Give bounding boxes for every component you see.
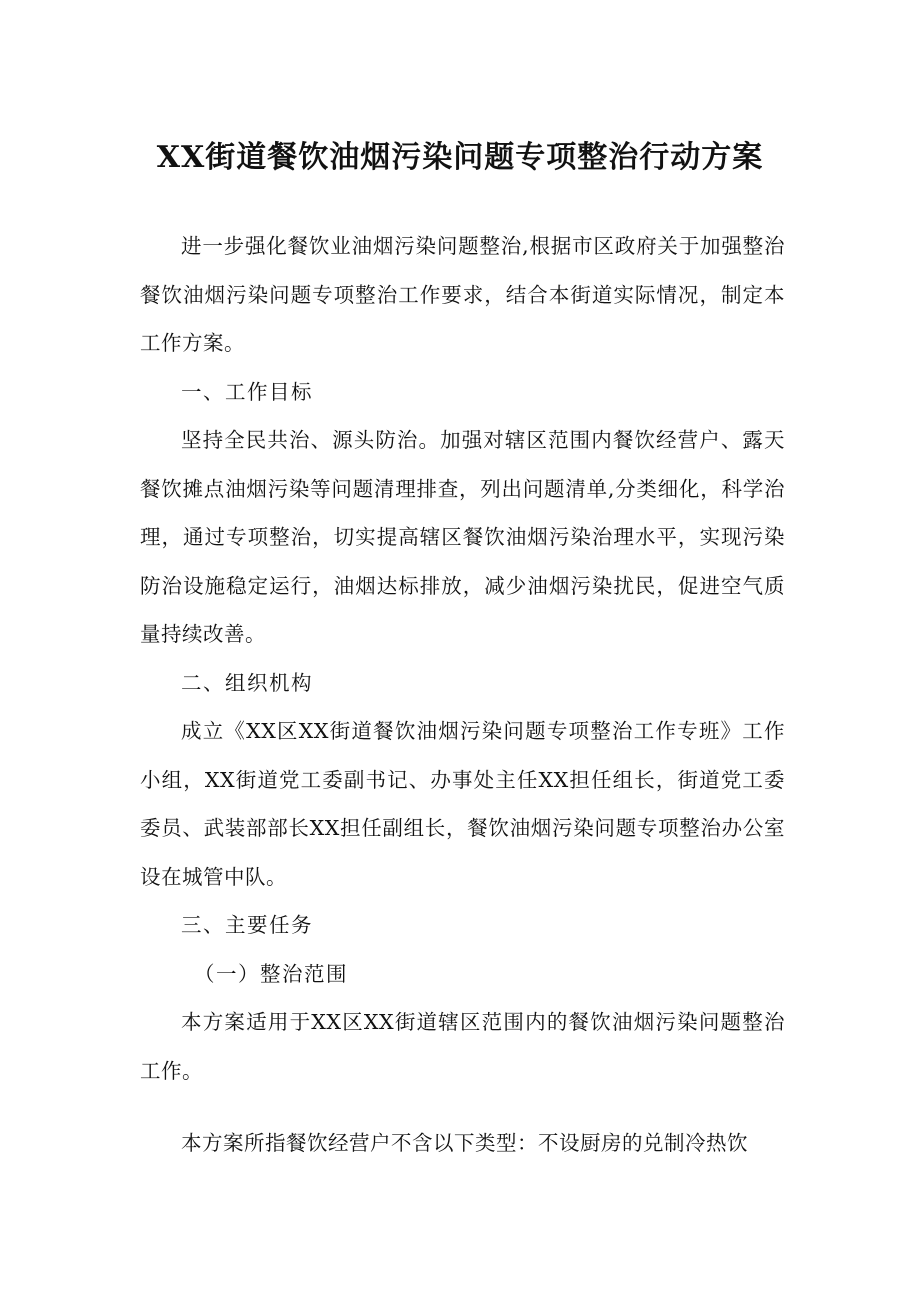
section-paragraph-exclusions: 本方案所指餐饮经营户不含以下类型：不设厨房的兑制冷热饮 <box>181 1131 748 1155</box>
document-body <box>140 222 785 1168</box>
section-paragraph-organization: 成立《XX区XX街道餐饮油烟污染问题专项整治工作专班》工作小组，XX街道党工委副书记、办事处主任XX担任组长，街道党工委委员、武装部部长XX担任副组长，餐饮油烟污染问题专项整治办公室设在城管中队。 <box>140 719 785 889</box>
document-title: XX街道餐饮油烟污染问题专项整治行动方案 <box>156 140 764 175</box>
section-heading-goals: 一、工作目标 <box>181 379 313 404</box>
section-heading-tasks: 三、主要任务 <box>181 913 313 937</box>
paragraph-gap <box>140 1095 785 1119</box>
intro-paragraph: 进一步强化餐饮业油烟污染问题整治,根据市区政府关于加强整治餐饮油烟污染问题专项整治工作要求，结合本街道实际情况，制定本工作方案。 <box>140 234 785 355</box>
section-paragraph-scope: 本方案适用于XX区XX街道辖区范围内的餐饮油烟污染问题整治工作。 <box>140 1010 785 1083</box>
section-paragraph-goals: 坚持全民共治、源头防治。加强对辖区范围内餐饮经营户、露天餐饮摊点油烟污染等问题清理排查，列出问题清单,分类细化，科学治理，通过专项整治，切实提高辖区餐饮油烟污染治理水平，实现污染防治设施稳定运行，油烟达标排放，减少油烟污染扰民，促进空气质量持续改善。 <box>140 428 785 646</box>
section-heading-organization: 二、组织机构 <box>181 670 313 695</box>
subsection-heading-scope: （一）整治范围 <box>194 961 348 986</box>
